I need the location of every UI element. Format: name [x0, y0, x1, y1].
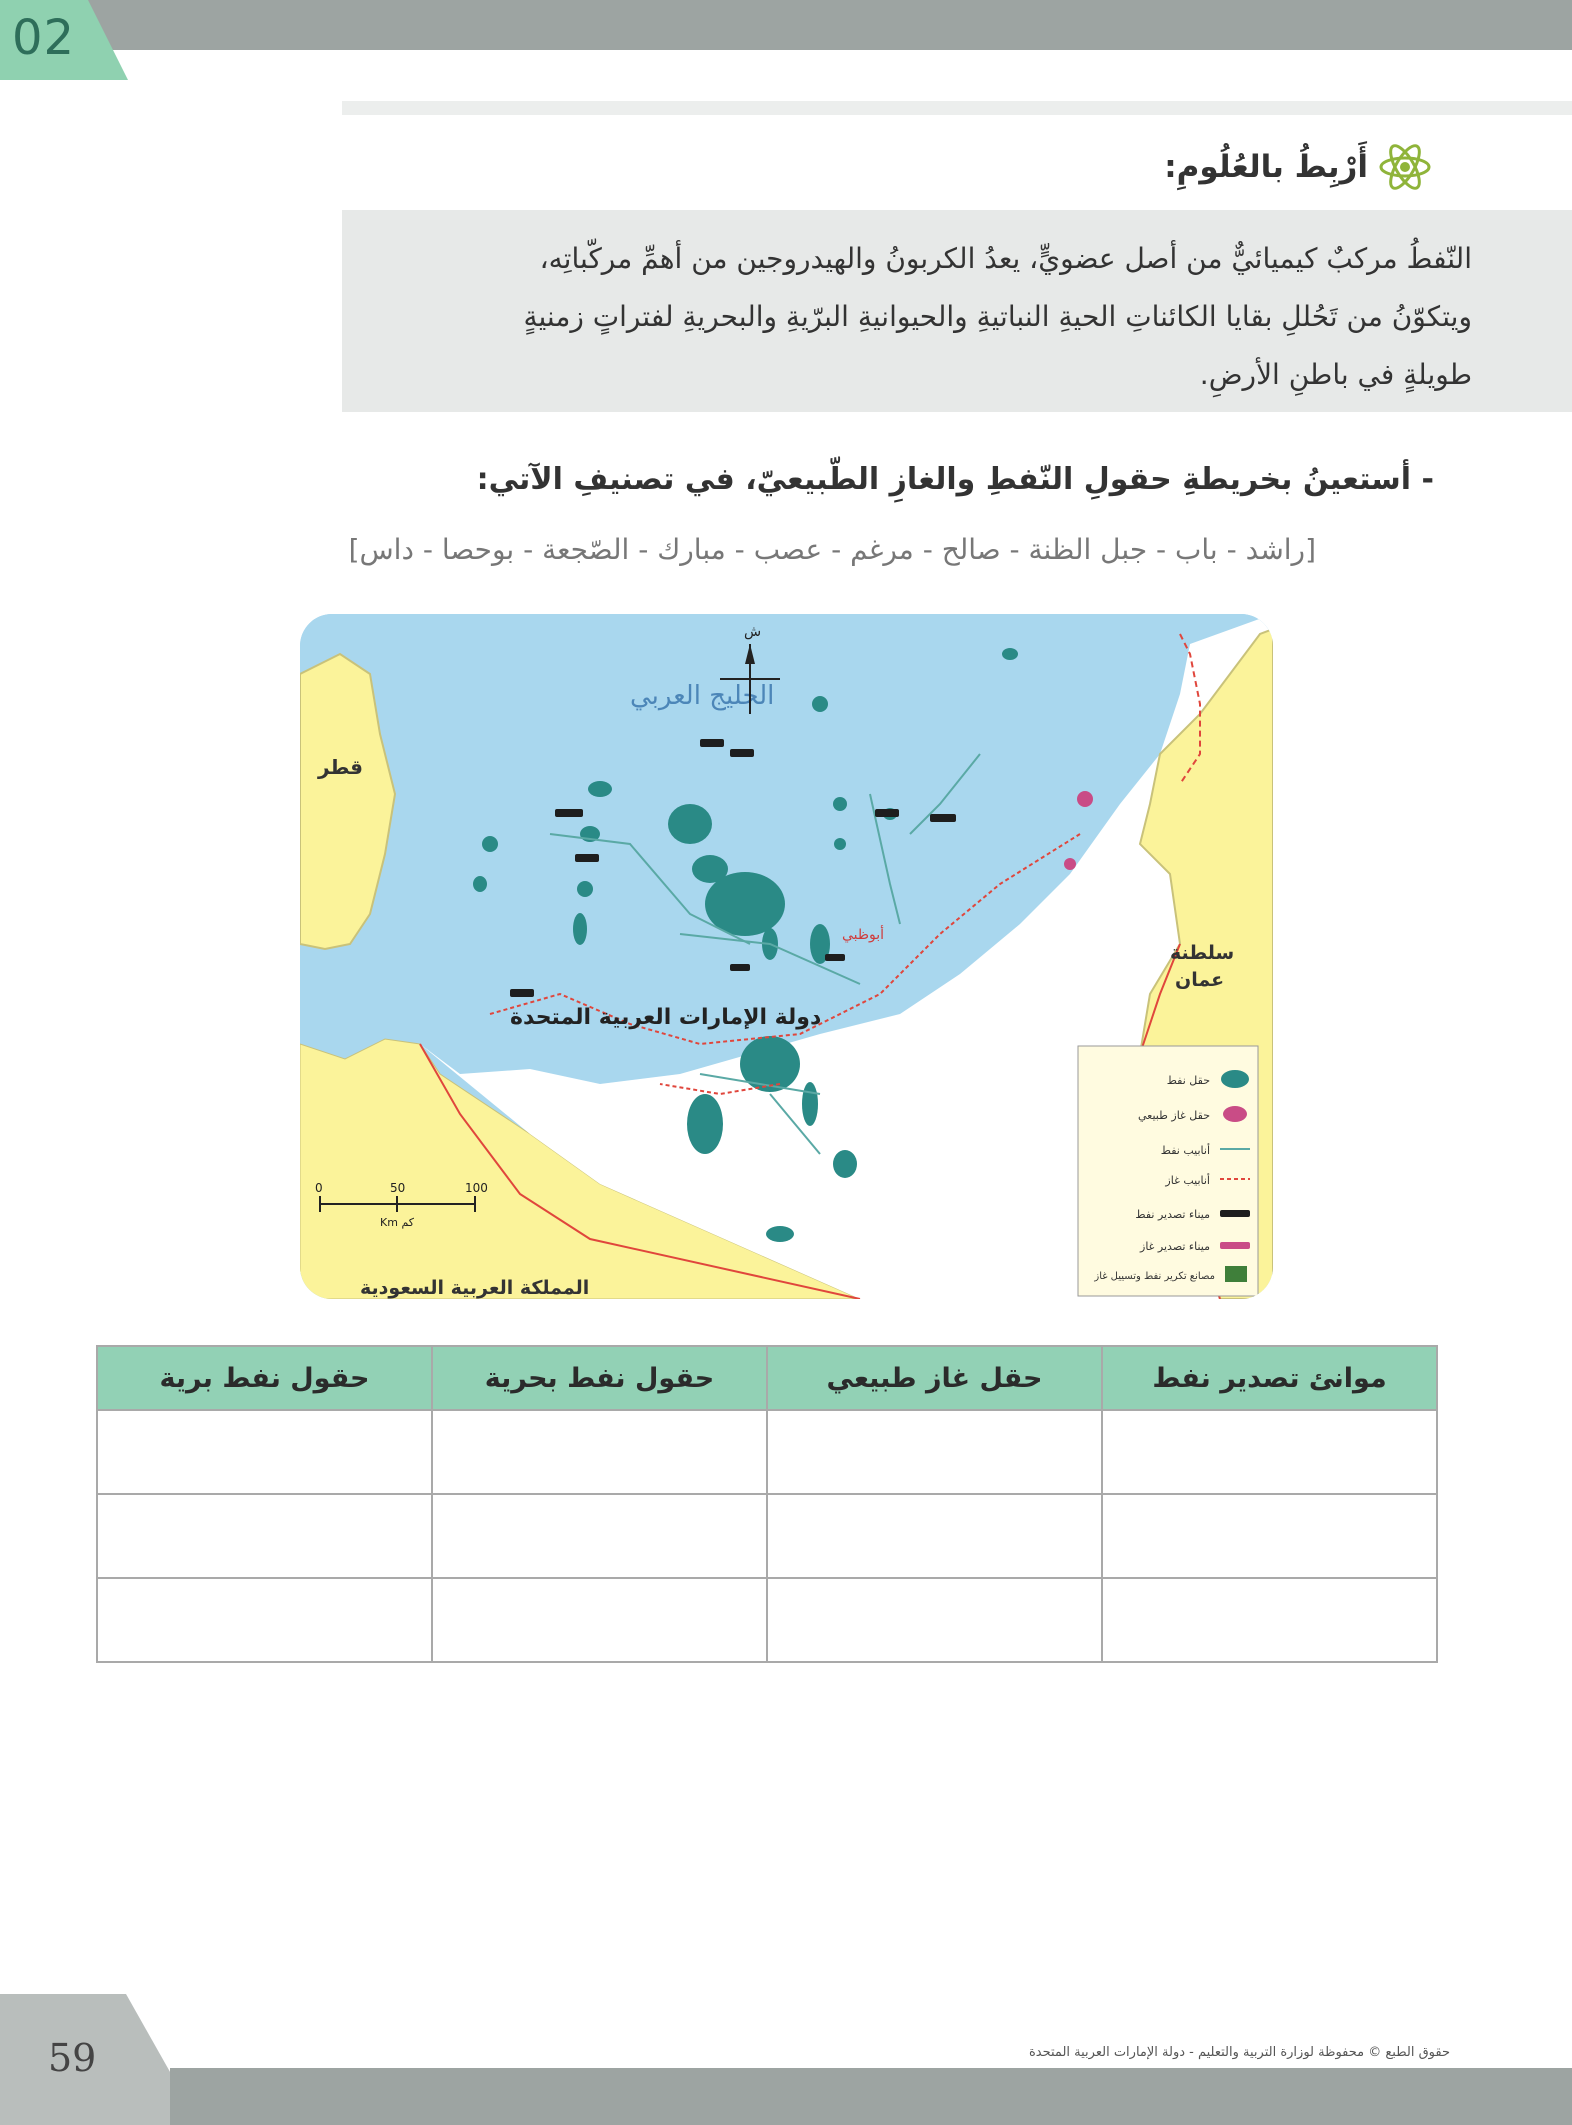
oil-export-port [510, 989, 534, 997]
answer-cell[interactable] [1102, 1410, 1437, 1494]
map-graphic [300, 614, 1273, 1299]
info-box [342, 210, 1572, 412]
oil-field [766, 1226, 794, 1242]
footer-banner [170, 2068, 1572, 2125]
answer-cell[interactable] [767, 1494, 1102, 1578]
table-row [97, 1578, 1437, 1662]
answer-cell[interactable] [432, 1578, 767, 1662]
gulf-label: الخليج العربي [630, 681, 775, 711]
oil-field [573, 913, 587, 945]
info-line: النّفطُ مركبٌ كيميائيٌّ من أصل عضويٍّ، يعدُ الكربونُ والهيدروجين من أهمِّ مركّباتِه، [539, 242, 1472, 275]
legend-refinery-swatch [1225, 1266, 1247, 1282]
oil-field [482, 836, 498, 852]
map-legend [1078, 1046, 1258, 1296]
answer-cell[interactable] [1102, 1494, 1437, 1578]
scale-100: 100 [465, 1181, 488, 1195]
section-rule [342, 101, 1572, 115]
col-header-onshore-oil: حقول نفط برية [97, 1346, 432, 1410]
legend-label: حقل نفط [1166, 1074, 1210, 1087]
oil-export-port [825, 954, 845, 961]
answer-cell[interactable] [432, 1410, 767, 1494]
oil-field [1002, 648, 1018, 660]
scale-50: 50 [390, 1181, 406, 1195]
legend-label: أنابيب نفط [1160, 1144, 1210, 1157]
answer-cell[interactable] [432, 1494, 767, 1578]
word-list: [راشد - باب - جبل الظنة - صالح - مرغم - عصب - مبارك - الصّجعة - بوحصا - داس] [348, 533, 1316, 566]
legend-gas-port-swatch [1220, 1242, 1250, 1249]
oil-gas-map [300, 614, 1273, 1299]
legend-label: ميناء تصدير نفط [1135, 1208, 1210, 1221]
classification-table [96, 1345, 1438, 1663]
answer-cell[interactable] [1102, 1578, 1437, 1662]
col-header-export-ports: موانئ تصدير نفط [1102, 1346, 1437, 1410]
task-instruction: - أستعينُ بخريطةِ حقولِ النّفطِ والغازِ الطّبيعيّ، في تصنيفِ الآتي: [476, 462, 1434, 497]
oil-export-port [575, 854, 599, 862]
col-header-offshore-oil: حقول نفط بحرية [432, 1346, 767, 1410]
oil-export-port [730, 964, 750, 971]
table-row [97, 1410, 1437, 1494]
copyright-notice: حقوق الطبع © محفوظة لوزارة التربية والتعليم - دولة الإمارات العربية المتحدة [1028, 2045, 1450, 2060]
oil-field [834, 838, 846, 850]
answer-cell[interactable] [767, 1410, 1102, 1494]
oman-label-1: سلطنة [1170, 942, 1235, 964]
oil-field [577, 881, 593, 897]
oil-field [687, 1094, 723, 1154]
gas-field [1077, 791, 1093, 807]
legend-label: ميناء تصدير غاز [1140, 1240, 1210, 1253]
abu-dhabi-label: أبوظبي [842, 927, 885, 943]
oil-export-port [555, 809, 583, 817]
oil-field [588, 781, 612, 797]
oil-field [812, 696, 828, 712]
col-header-gas-field: حقل غاز طبيعي [767, 1346, 1102, 1410]
qatar-label: قطر [318, 755, 364, 779]
table-row [97, 1494, 1437, 1578]
legend-gas-swatch [1223, 1106, 1247, 1122]
oil-field [668, 804, 712, 844]
oil-field [833, 1150, 857, 1178]
oil-field [833, 797, 847, 811]
page-number: 59 [48, 2036, 97, 2080]
gas-field [1064, 858, 1076, 870]
map-title: دولة الإمارات العربية المتحدة [510, 1005, 822, 1030]
answer-cell[interactable] [97, 1410, 432, 1494]
oman-label-2: عمان [1175, 969, 1225, 991]
science-link-title: أَرْبِطُ بالعُلُومِ: [1164, 149, 1368, 185]
oil-field [692, 855, 728, 883]
oil-field [802, 1082, 818, 1126]
oil-export-port [730, 749, 754, 757]
oil-export-port [700, 739, 724, 747]
chapter-number: 02 [12, 10, 76, 66]
atom-icon [1378, 142, 1432, 192]
legend-oil-swatch [1221, 1070, 1249, 1088]
legend-label: حقل غاز طبيعي [1138, 1109, 1210, 1122]
answer-cell[interactable] [97, 1494, 432, 1578]
scale-0: 0 [315, 1181, 323, 1195]
info-line: طويلةٍ في باطنِ الأرضِ. [1199, 358, 1472, 391]
saudi-label: المملكة العربية السعودية [360, 1277, 590, 1299]
science-link-heading [1164, 142, 1432, 192]
top-banner [0, 0, 1572, 50]
legend-label: أنابيب غاز [1165, 1174, 1210, 1187]
answer-cell[interactable] [767, 1578, 1102, 1662]
scale-unit: Km كم [380, 1216, 414, 1229]
compass-north-label: ش [744, 624, 762, 640]
oil-export-port [875, 809, 899, 817]
legend-label: مصانع تكرير نفط وتسييل غاز [1094, 1271, 1215, 1282]
legend-oil-port-swatch [1220, 1210, 1250, 1217]
oil-export-port [930, 814, 956, 822]
answer-cell[interactable] [97, 1578, 432, 1662]
info-line: ويتكوّنُ من تَحُللِ بقايا الكائناتِ الحيةِ النباتيةِ والحيوانيةِ البرّيةِ والبحريةِ لفتراتٍ زمنيةٍ [523, 300, 1472, 333]
oil-field [740, 1036, 800, 1092]
oil-field [473, 876, 487, 892]
